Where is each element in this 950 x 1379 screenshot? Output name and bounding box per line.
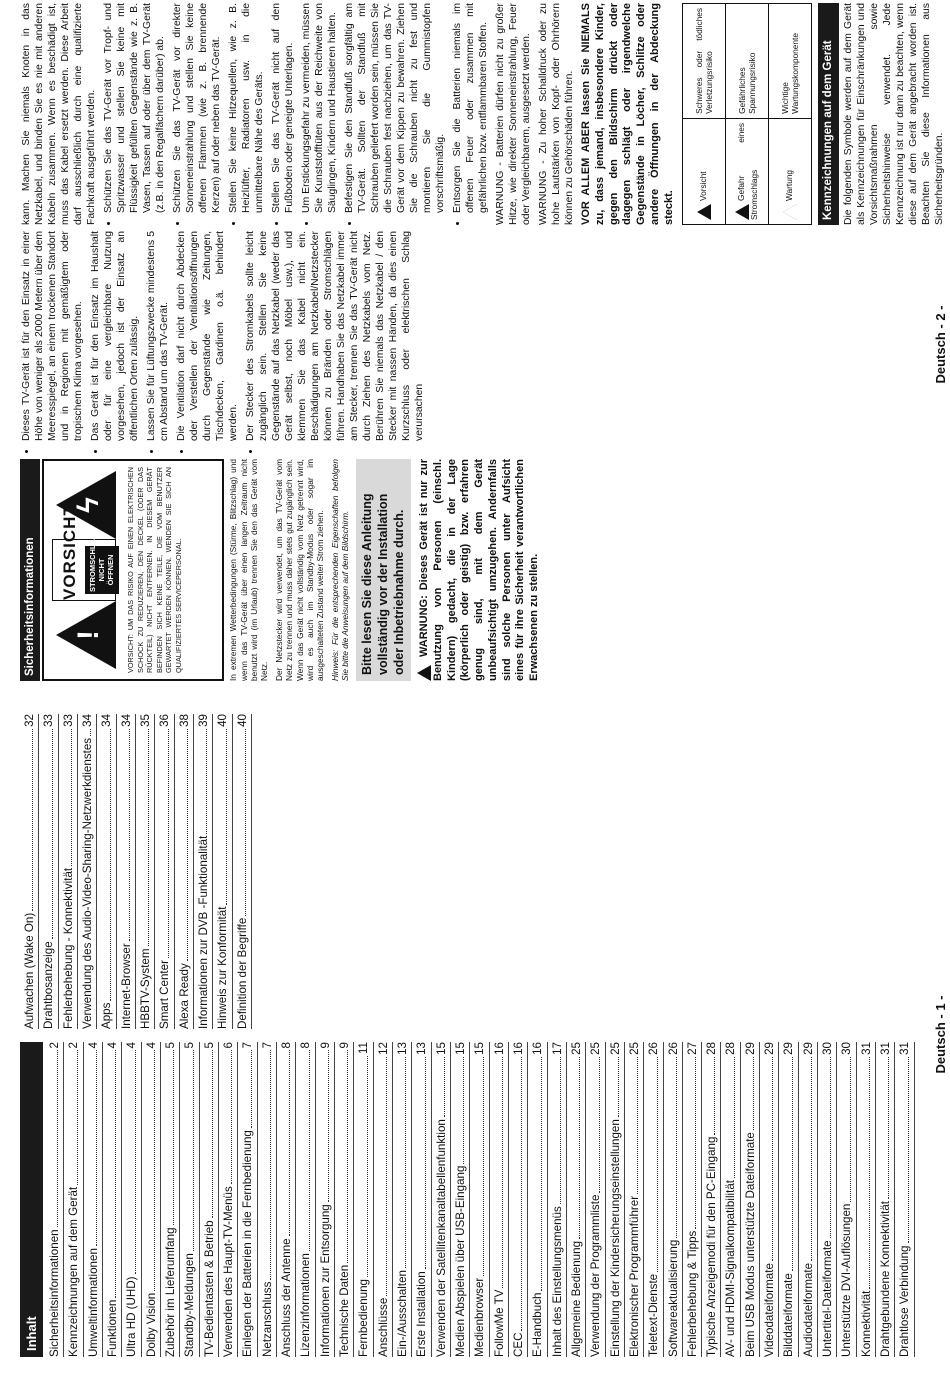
toc-leader-dots — [347, 1050, 348, 1262]
toc-entry-title: AV- und HDMI-Signalkompatibilität — [724, 1180, 738, 1357]
toc-entry-page: 25 — [569, 1042, 583, 1055]
toc-leader-dots — [386, 1057, 387, 1296]
toc-leader-dots — [96, 1050, 97, 1246]
service-triangle-icon — [783, 204, 797, 220]
toc-entry-page: 35 — [138, 714, 152, 727]
toc-entry-page: 25 — [608, 1042, 622, 1055]
toc-entry-title: Sicherheitsinformationen — [48, 1229, 61, 1357]
caution-note: VORSICHT: UM DAS RISIKO AUF EINEN ELEKTRISCHEN SCHOCK ZU REDUZIEREN, DEN DECKEL (ODER DAS RÜCKTEIL) NICHT ENTFERNEN. IN DIESEM GERÄT BEFINDEN SICH KEINE TEILE, DIE VOM BENUTZER GEWARTET WERDEN KÖNNEN. WENDEN SIE SICH AN QUALIFIZIERTES SERVICEPERSONAL. — [126, 467, 183, 673]
toc-entry[interactable] — [721, 1042, 740, 1357]
toc-entry-title: Kennzeichnungen auf dem Gerät — [67, 1186, 81, 1357]
toc-entry[interactable] — [606, 1042, 625, 1357]
toc-entry-page: 8 — [299, 1042, 313, 1049]
toc-entry[interactable] — [200, 1042, 219, 1357]
toc-entry[interactable] — [45, 1042, 64, 1357]
toc-entry[interactable] — [374, 1042, 393, 1357]
toc-leader-dots — [405, 1057, 406, 1268]
toc-entry-page: 13 — [395, 1042, 409, 1055]
toc-entry-page: 4 — [125, 1042, 139, 1049]
toc-entry[interactable] — [818, 1042, 837, 1357]
toc-entry-title: Teletext-Dienste — [647, 1273, 661, 1357]
toc-entry-page: 29 — [763, 1042, 777, 1055]
toc-entry-title: Zubehör im Lieferumfang — [163, 1227, 177, 1357]
toc-entry[interactable] — [233, 714, 252, 1029]
toc-entry-title: Informationen zur DVB -Funktionalität — [196, 835, 210, 1029]
toc-entry[interactable] — [97, 714, 116, 1029]
toc-entry[interactable] — [84, 1042, 103, 1357]
toc-entry-title: Softwareaktualisierung — [666, 1239, 680, 1357]
lightning-triangle-icon: ϟ — [56, 471, 116, 539]
toc-entry-title: Fernbedienung — [357, 1279, 371, 1357]
toc-leader-dots — [110, 729, 111, 1001]
toc-leader-dots — [869, 1057, 870, 1289]
toc-entry-page: 17 — [550, 1042, 564, 1055]
toc-leader-dots — [52, 729, 53, 939]
toc-entry-page: 29 — [801, 1042, 815, 1055]
toc-entry-title: Konnektivität — [859, 1290, 873, 1357]
toc-leader-dots — [618, 1057, 619, 1117]
toc-entry[interactable] — [432, 1042, 451, 1357]
toc-entry-page: 9 — [318, 1042, 332, 1049]
toc-entry-page: 29 — [782, 1042, 796, 1055]
toc-entry-page: 6 — [221, 1042, 235, 1049]
toc-leader-dots — [560, 1057, 561, 1204]
symbol-label: Wartung — [784, 169, 795, 201]
toc-entry-title: Drahtlose Verbindung — [898, 1245, 912, 1357]
toc-leader-dots — [502, 1057, 503, 1288]
toc-entry-title: CEC — [511, 1332, 525, 1357]
toc-entry[interactable] — [799, 1042, 818, 1357]
toc-entry-title: Elektronischer Programmführer — [627, 1195, 641, 1357]
toc-leader-dots — [168, 729, 169, 958]
toc-entry[interactable] — [567, 1042, 586, 1357]
page-2 — [0, 0, 950, 689]
toc-entry[interactable] — [316, 1042, 335, 1357]
toc-leader-dots — [792, 1057, 793, 1271]
toc-entry-title: HBBTV-System — [138, 948, 152, 1029]
safety-bullet: • Schützen Sie das TV-Gerät vor direkter Sonneneinstrahlung und stellen Sie keine offenen Flammen (wie z. B. brennende Kerzen) auf oder neben das TV-Gerät. — [171, 3, 223, 213]
toc-entry-page: 7 — [241, 1042, 255, 1049]
sound-warning-text: WARNUNG - Zu hoher Schalldruck oder zu hohe Lautstärken von Kopf- oder Ohrhörern können zu Gehörschäden führen. — [538, 3, 575, 225]
safety-bullet: • Stellen Sie das TV-Gerät nicht auf den Fußboden oder geneigte Unterlagen. — [270, 3, 296, 213]
toc-entry[interactable] — [644, 1042, 663, 1357]
toc-entry[interactable] — [741, 1042, 760, 1357]
toc-leader-dots — [251, 1050, 252, 1128]
toc-entry-page: 30 — [821, 1042, 835, 1055]
toc-entry-page: 26 — [666, 1042, 680, 1055]
caution-title: VORSICHT — [60, 504, 80, 600]
toc-entry-page: 4 — [105, 1042, 119, 1049]
toc-entry[interactable] — [335, 1042, 354, 1357]
toc-entry[interactable] — [451, 1042, 470, 1357]
toc-entry-title: Ultra HD (UHD) — [125, 1276, 139, 1357]
toc-entry-title: Definition der Begriffe — [235, 917, 249, 1029]
toc-entry-page: 32 — [23, 714, 36, 727]
safety-bullet: • Lassen Sie für Lüftungszwecke mindestens 5 cm Abstand um das TV-Gerät. — [145, 231, 171, 441]
toc-leader-dots — [599, 1057, 600, 1193]
toc-entry-page: 28 — [724, 1042, 738, 1055]
toc-entry-page: 33 — [42, 714, 56, 727]
toc-entry-page: 16 — [511, 1042, 525, 1055]
toc-entry[interactable] — [180, 1042, 199, 1357]
toc-entry-title: Erste Installation — [415, 1271, 429, 1357]
toc-entry-page: 13 — [415, 1042, 429, 1055]
toc-entry-title: Lizenzinformationen — [299, 1253, 313, 1357]
toc-entry[interactable] — [64, 1042, 83, 1357]
toc-entry-page: 27 — [685, 1042, 699, 1055]
symbol-description: Schweres oder tödliches Verletzungsrisiko — [683, 4, 726, 119]
toc-entry[interactable] — [837, 1042, 856, 1357]
toc-entry-page: 25 — [589, 1042, 603, 1055]
toc-entry[interactable] — [78, 714, 97, 1029]
caution-strip: STROMSCHLAGGEFAHR NICHT ÖFFNEN — [85, 546, 119, 594]
toc-entry-title: Drahtgebundene Konnektivität — [879, 1201, 893, 1357]
read-manual-box: Bitte lesen Sie diese Anleitung vollständig vor der Installation oder Inbetriebnahme durch. — [356, 459, 411, 681]
toc-entry-page: 4 — [144, 1042, 158, 1049]
toc-entry[interactable] — [664, 1042, 683, 1357]
toc-leader-dots — [231, 1050, 232, 1184]
toc-entry-title: Verwenden des Haupt-TV-Menüs — [221, 1186, 235, 1357]
safety-bullets-3 — [102, 3, 490, 225]
toc-entry-page: 31 — [879, 1042, 893, 1055]
toc-leader-dots — [187, 729, 188, 961]
symbol-label: Vorsicht — [698, 171, 709, 201]
toc-entry-page: 7 — [260, 1042, 274, 1049]
toc-entry-page: 34 — [100, 714, 114, 727]
toc-leader-dots — [579, 1057, 580, 1239]
toc-leader-dots — [148, 729, 149, 947]
toc-entry-title: Fehlerbehebung - Konnektivität — [61, 867, 75, 1029]
toc-entry-title: Unterstützte DVI-Auflösungen — [840, 1203, 854, 1357]
toc-leader-dots — [135, 1050, 136, 1274]
safety-bullets-2 — [20, 231, 426, 453]
caution-box — [52, 502, 116, 601]
toc-entry-page: 15 — [473, 1042, 487, 1055]
safety-bullet: • Entsorgen Sie die Batterien niemals im offenen Feuer oder zusammen mit gefährlichen bzw. entflammbaren Stoffen. — [451, 3, 490, 213]
toc-entry-title: Typische Anzeigemodi für den PC-Eingang — [705, 1136, 719, 1357]
toc-entry[interactable] — [39, 714, 58, 1029]
toc-entry[interactable] — [175, 714, 194, 1029]
section-heading: Sicherheitsinformationen — [20, 459, 40, 681]
symbol-table — [682, 3, 812, 225]
caution-triangle-icon — [697, 204, 711, 220]
toc-leader-dots — [289, 1050, 290, 1236]
toc-entry-page: 9 — [337, 1042, 351, 1049]
toc-entry[interactable] — [117, 714, 136, 1029]
toc-leader-dots — [850, 1057, 851, 1202]
toc-entry-title: Anschlüsse — [376, 1297, 390, 1357]
toc-leader-dots — [90, 729, 91, 736]
toc-entry[interactable] — [219, 1042, 238, 1357]
toc-entry[interactable] — [155, 714, 174, 1029]
toc-leader-dots — [676, 1057, 677, 1238]
toc-entry-page: 12 — [376, 1042, 390, 1055]
symbol-row — [769, 4, 812, 225]
toc-leader-dots — [830, 1057, 831, 1238]
toc-entry-page: 11 — [357, 1042, 371, 1055]
toc-entry-page: 5 — [202, 1042, 216, 1049]
toc-entry-title: Medienbrowser — [473, 1277, 487, 1357]
toc-heading: Inhalt — [20, 1042, 43, 1357]
toc-entry-page: 31 — [859, 1042, 873, 1055]
toc-entry[interactable] — [20, 714, 39, 1029]
toc-entry-title: Hinweis zur Konformität — [216, 906, 230, 1029]
toc-leader-dots — [811, 1057, 812, 1261]
toc-entry-title: Allgemeine Bedienung — [569, 1240, 583, 1357]
toc-entry-title: Einstellung der Kindersicherungseinstellungen — [608, 1119, 622, 1357]
markings-text: Die folgenden Symbole werden auf dem Gerät als Kennzeichnungen für Einschränkungen und Vorsichtsmaßnahmen sowie Sicherheitshinweise verwendet. Jede Kennzeichnung ist nur dann zu beachten, wenn diese auf dem Gerät angebracht worden ist. Beachten Sie diese Informationen aus Sicherheitsgründen. — [842, 3, 945, 225]
safety-bullet: • Dieses TV-Gerät ist für den Einsatz in einer Höhe von weniger als 2000 Metern über dem Meeresspiegel, an einem trockenen Standort und in Regionen mit gemäßigtem oder tropischem Klima vorgesehen. — [20, 231, 85, 441]
toc-entry-title: Audiodateiformate — [801, 1262, 815, 1357]
safety-bullet: • Stellen Sie keine Hitzequellen, wie z. B. Heizlüfter, Radiatoren usw. in die unmittelbare Nähe des Geräts. — [227, 3, 266, 213]
toc-entry-title: Standby-Meldungen — [183, 1253, 197, 1357]
toc-entry[interactable] — [354, 1042, 373, 1357]
toc-entry-page: 15 — [453, 1042, 467, 1055]
page-1-footer: Deutsch - 1 - — [933, 995, 948, 1074]
safety-bullet: • Um Erstickungsgefahr zu vermeiden, müssen Sie Kunststofftüten aus der Reichweite von Säuglingen, Kindern und Haustieren halten. — [300, 3, 339, 213]
toc-entry-page: 34 — [119, 714, 133, 727]
extreme-weather-text: In extremen Wetterbedingungen (Stürme, Blitzschlag) und wenn das TV-Gerät über einen langen Zeitraum nicht benutzt wird (im Urlaub) trennen Sie den das Gerät vom Netz. — [228, 459, 270, 681]
shock-triangle-icon — [735, 204, 749, 220]
caution-label-box — [42, 459, 224, 681]
toc-entry-title: Beim USB Modus unterstützte Dateiformate — [743, 1132, 757, 1357]
toc-entry-page: 5 — [163, 1042, 177, 1049]
toc-entry-title: Einlegen der Batterien in die Fernbedienung — [241, 1130, 255, 1357]
safety-column-1 — [20, 459, 546, 681]
toc-entry[interactable] — [895, 1042, 914, 1357]
safety-bullet: • Schützen Sie das TV-Gerät vor Tropf- und Spritzwasser und stellen Sie keine mit Flüssigkeit gefüllten Gegenstände wie z. B. Vasen, Tassen auf oder über dem TV-Gerät (z.B. in den Regalfächern darüber) ab. — [102, 3, 167, 213]
toc-leader-dots — [57, 1050, 58, 1227]
toc-leader-dots — [657, 1057, 658, 1272]
toc-entry[interactable] — [490, 1042, 509, 1357]
toc-leader-dots — [444, 1057, 445, 1117]
toc-leader-dots — [541, 1057, 542, 1291]
toc-entry-title: Drahtbosanzeige — [42, 941, 56, 1029]
toc-leader-dots — [206, 729, 207, 834]
toc-entry[interactable] — [122, 1042, 141, 1357]
toc-entry-page: 30 — [840, 1042, 854, 1055]
toc-entry[interactable] — [548, 1042, 567, 1357]
toc-entry[interactable] — [876, 1042, 895, 1357]
toc-entry-title: Bilddateiformate — [782, 1273, 796, 1357]
toc-entry[interactable] — [161, 1042, 180, 1357]
toc-leader-dots — [367, 1056, 368, 1277]
toc-leader-dots — [695, 1057, 696, 1229]
toc-entry-title: E-Handbuch — [531, 1292, 545, 1357]
toc-leader-dots — [908, 1057, 909, 1244]
children-screen-warning: VOR ALLEM ABER lassen Sie NIEMALS zu, dass jemand, insbesondere Kinder, gegen den Bildschirm drückt oder dagegen schlägt oder irgendwelche Gegenstände in Löcher, Schlitze oder andere Öffnungen in der Abdeckung steckt. — [580, 3, 675, 225]
toc-leader-dots — [173, 1050, 174, 1225]
toc-leader-dots — [888, 1057, 889, 1199]
toc-left-list — [45, 1042, 915, 1357]
toc-entry-page: 26 — [647, 1042, 661, 1055]
symbol-row — [683, 4, 726, 225]
toc-leader-dots — [772, 1057, 773, 1261]
toc-leader-dots — [463, 1057, 464, 1164]
toc-entry[interactable] — [412, 1042, 431, 1357]
toc-entry-title: Umweltinformationen — [86, 1248, 100, 1357]
toc-entry-page: 5 — [183, 1042, 197, 1049]
toc-entry-page: 2 — [48, 1042, 61, 1049]
toc-entry-page: 31 — [898, 1042, 912, 1055]
toc-leader-dots — [637, 1057, 638, 1194]
toc-leader-dots — [309, 1050, 310, 1251]
toc-entry-title: Verwenden der Satellitenkanaltabellenfunktion — [434, 1119, 448, 1357]
exclamation-triangle-icon: ! — [56, 601, 116, 669]
toc-entry[interactable] — [586, 1042, 605, 1357]
safety-column-2 — [20, 231, 430, 453]
toc-entry-page: 39 — [196, 714, 210, 727]
toc-entry-title: Smart Center — [158, 960, 172, 1029]
page-2-footer: Deutsch - 2 - — [933, 305, 948, 384]
toc-entry[interactable] — [528, 1042, 547, 1357]
toc-entry-title: TV-Bedientasten & Betrieb — [202, 1220, 216, 1357]
safety-bullet: • Die Ventilation darf nicht durch Abdecken oder Verstellen der Ventilationsöffnungen durch Gegenstände wie Zeitungen, Tischdecken, Gardinen o.ä. behindert werden. — [175, 231, 240, 441]
toc-entry-title: Funktionen — [105, 1299, 119, 1357]
toc-entry-page: 28 — [705, 1042, 719, 1055]
symbol-description: Gefährliches Spannungsrisiko — [726, 4, 769, 119]
toc-leader-dots — [521, 1057, 522, 1331]
toc-leader-dots — [154, 1050, 155, 1290]
toc-entry-page: 8 — [279, 1042, 293, 1049]
toc-entry[interactable] — [213, 714, 232, 1029]
symbol-description: Wichtige Wartungskomponente — [769, 4, 812, 119]
markings-heading: Kennzeichnungen auf dem Gerät — [818, 3, 838, 225]
battery-warning-text: WARNUNG - Batterien dürfen nicht zu großer Hitze, wie direkter Sonneneinstrahlung, Feuer oder Vergleichbarem, ausgesetzt werden. — [495, 3, 532, 225]
toc-leader-dots — [734, 1057, 735, 1178]
toc-right-list — [20, 714, 252, 1029]
mains-plug-text: Der Netzstecker wird verwendet, um das TV-Gerät vom Netz zu trennen und muss daher stets gut zugänglich sein. Wenn das Gerät nicht vollständig vom Netz getrennt wird, wird es auch im Standby-Modus oder sogar im ausgeschalteten Zustand weiter Strom ziehen. — [273, 459, 326, 681]
toc-entry[interactable] — [683, 1042, 702, 1357]
toc-entry-title: Technische Daten — [337, 1264, 351, 1357]
toc-leader-dots — [483, 1057, 484, 1276]
warning-children-text: WARNUNG: Dieses Gerät ist nur zur Benutzung von Personen (einschl. Kindern) gedacht, die in der Lage (körperlich oder geistig) bzw. erfahren genug sind, mit dem Gerät unbeaufsichtigt umzugehen. Andernfalls sind solche Personen unter Aufsicht eines für ihre Sicherheit verantwortlichen Erwachsenen zu stellen. — [418, 459, 541, 681]
toc-entry-page: 15 — [434, 1042, 448, 1055]
toc-entry[interactable] — [760, 1042, 779, 1357]
toc-entry-page: 36 — [158, 714, 172, 727]
toc-entry[interactable] — [258, 1042, 277, 1357]
toc-leader-dots — [270, 1050, 271, 1279]
toc-entry-page: 16 — [492, 1042, 506, 1055]
toc-entry-title: Aufwachen (Wake On) — [23, 912, 36, 1029]
toc-entry[interactable] — [238, 1042, 257, 1357]
toc-leader-dots — [226, 729, 227, 905]
safety-bullet: • Der Stecker des Stromkabels sollte leicht zugänglich sein. Stellen Sie keine Gegenstände auf das Netzkabel (weder das Gerät selbst, noch Möbel usw.), und klemmen Sie das Kabel nicht ein. Beschädigungen am Netzkabel/Netzstecker können zu Bränden oder Stromschlägen führen. Handhaben Sie das Netzkabel immer am Stecker, trennen Sie das TV-Gerät nicht durch Ziehen des Netzkabels vom Netz. Berühren Sie niemals das Netzkabel / den Stecker mit nassen Händen, da dies einen Kurzschluss oder elektrischen Schlag verursachen — [244, 231, 426, 441]
toc-leader-dots — [115, 1050, 116, 1297]
toc-leader-dots — [425, 1057, 426, 1269]
toc-leader-dots — [193, 1050, 194, 1251]
toc-entry-title: Medien Abspielen über USB-Eingang — [453, 1165, 467, 1357]
toc-entry-page: 34 — [80, 714, 94, 727]
toc-leader-dots — [129, 729, 130, 941]
toc-left-column — [20, 1042, 915, 1357]
toc-entry-page: 40 — [235, 714, 249, 727]
toc-entry-title: Internet-Browser — [119, 943, 133, 1029]
toc-entry-title: Dolby Vision — [144, 1292, 158, 1357]
toc-leader-dots — [71, 729, 72, 866]
toc-entry[interactable] — [142, 1042, 161, 1357]
toc-entry[interactable] — [59, 714, 78, 1029]
toc-entry[interactable] — [393, 1042, 412, 1357]
toc-leader-dots — [328, 1050, 329, 1202]
toc-entry[interactable] — [702, 1042, 721, 1357]
toc-entry-title: Informationen zur Entsorgung — [318, 1204, 332, 1357]
toc-leader-dots — [714, 1057, 715, 1135]
toc-entry[interactable] — [194, 714, 213, 1029]
toc-entry[interactable] — [857, 1042, 876, 1357]
toc-leader-dots — [753, 1057, 754, 1130]
safety-column-3 — [20, 3, 950, 225]
toc-entry-page: 38 — [177, 714, 191, 727]
toc-entry-page: 29 — [743, 1042, 757, 1055]
toc-entry-title: Ein-/Ausschalten — [395, 1270, 409, 1357]
safety-bullet: • Das Gerät ist für den Einsatz im Haushalt oder für eine vergleichbare Nutzung vorgesehen, jedoch ist der Einsatz an öffentlichen Orten zulässig. — [89, 231, 141, 441]
toc-entry-title: Fehlerbehebung & Tipps — [685, 1230, 699, 1357]
toc-entry-page: 2 — [67, 1042, 81, 1049]
toc-leader-dots — [77, 1050, 78, 1184]
toc-entry-title: Inhalt des Einstellungsmenüs — [550, 1206, 564, 1357]
symbol-row — [726, 4, 769, 225]
toc-entry-title: Netzanschluss — [260, 1281, 274, 1357]
toc-entry-title: Verwendung des Audio-Video-Sharing-Netzwerkdienstes — [80, 737, 94, 1029]
page-1 — [0, 690, 950, 1379]
note-text: Hinweis: Für die entsprechenden Eigenschaften befolgen Sie bitte die Anweisungen auf dem Bildschirm. — [329, 459, 350, 681]
toc-entry-page: 40 — [216, 714, 230, 727]
toc-entry[interactable] — [296, 1042, 315, 1357]
toc-entry[interactable] — [470, 1042, 489, 1357]
symbol-label: Gefahr eines Stromschlags — [736, 122, 760, 220]
toc-entry[interactable] — [625, 1042, 644, 1357]
warning-triangle-icon — [417, 665, 431, 681]
toc-entry-page: 33 — [61, 714, 75, 727]
toc-leader-dots — [245, 729, 246, 916]
toc-entry-title: Alexa Ready — [177, 963, 191, 1029]
toc-entry-title: Untertitel-Dateiformate — [821, 1240, 835, 1357]
toc-entry[interactable] — [103, 1042, 122, 1357]
toc-right-column — [20, 714, 252, 1029]
cable-continued-text: kann. Machen Sie niemals Knoten in das Netzkabel, und binden Sie es nie mit anderen Kabeln zusammen. Wenn es beschädigt ist, muss das Kabel ersetzt werden. Diese Arbeit darf ausschließlich durch eine qualifizierte Fachkraft ausgeführt werden. — [21, 3, 97, 225]
toc-entry[interactable] — [136, 714, 155, 1029]
toc-entry-title: Apps — [100, 1002, 114, 1029]
toc-entry[interactable] — [277, 1042, 296, 1357]
toc-leader-dots — [32, 729, 33, 911]
toc-entry-page: 25 — [627, 1042, 641, 1055]
toc-entry-title: Videodateiformate — [763, 1263, 777, 1357]
safety-bullet: • Befestigen Sie den Standfuß sorgfältig am TV-Gerät. Sollten der Standfuß mit Schrauben geliefert worden sein, müssen Sie die Schrauben fest nachziehen, um das TV-Gerät vor dem Kippen zu bewahren. Ziehen Sie die Schrauben nicht zu fest und montieren Sie die Gummistopfen vorschriftsmäßig. — [343, 3, 447, 213]
toc-entry-title: FollowMe TV — [492, 1289, 506, 1357]
toc-entry[interactable] — [509, 1042, 528, 1357]
toc-entry[interactable] — [779, 1042, 798, 1357]
toc-leader-dots — [212, 1050, 213, 1218]
toc-entry-page: 4 — [86, 1042, 100, 1049]
toc-entry-page: 16 — [531, 1042, 545, 1055]
toc-entry-title: Anschluss der Antenne — [279, 1238, 293, 1357]
toc-entry-title: Verwendung der Programmliste — [589, 1194, 603, 1357]
